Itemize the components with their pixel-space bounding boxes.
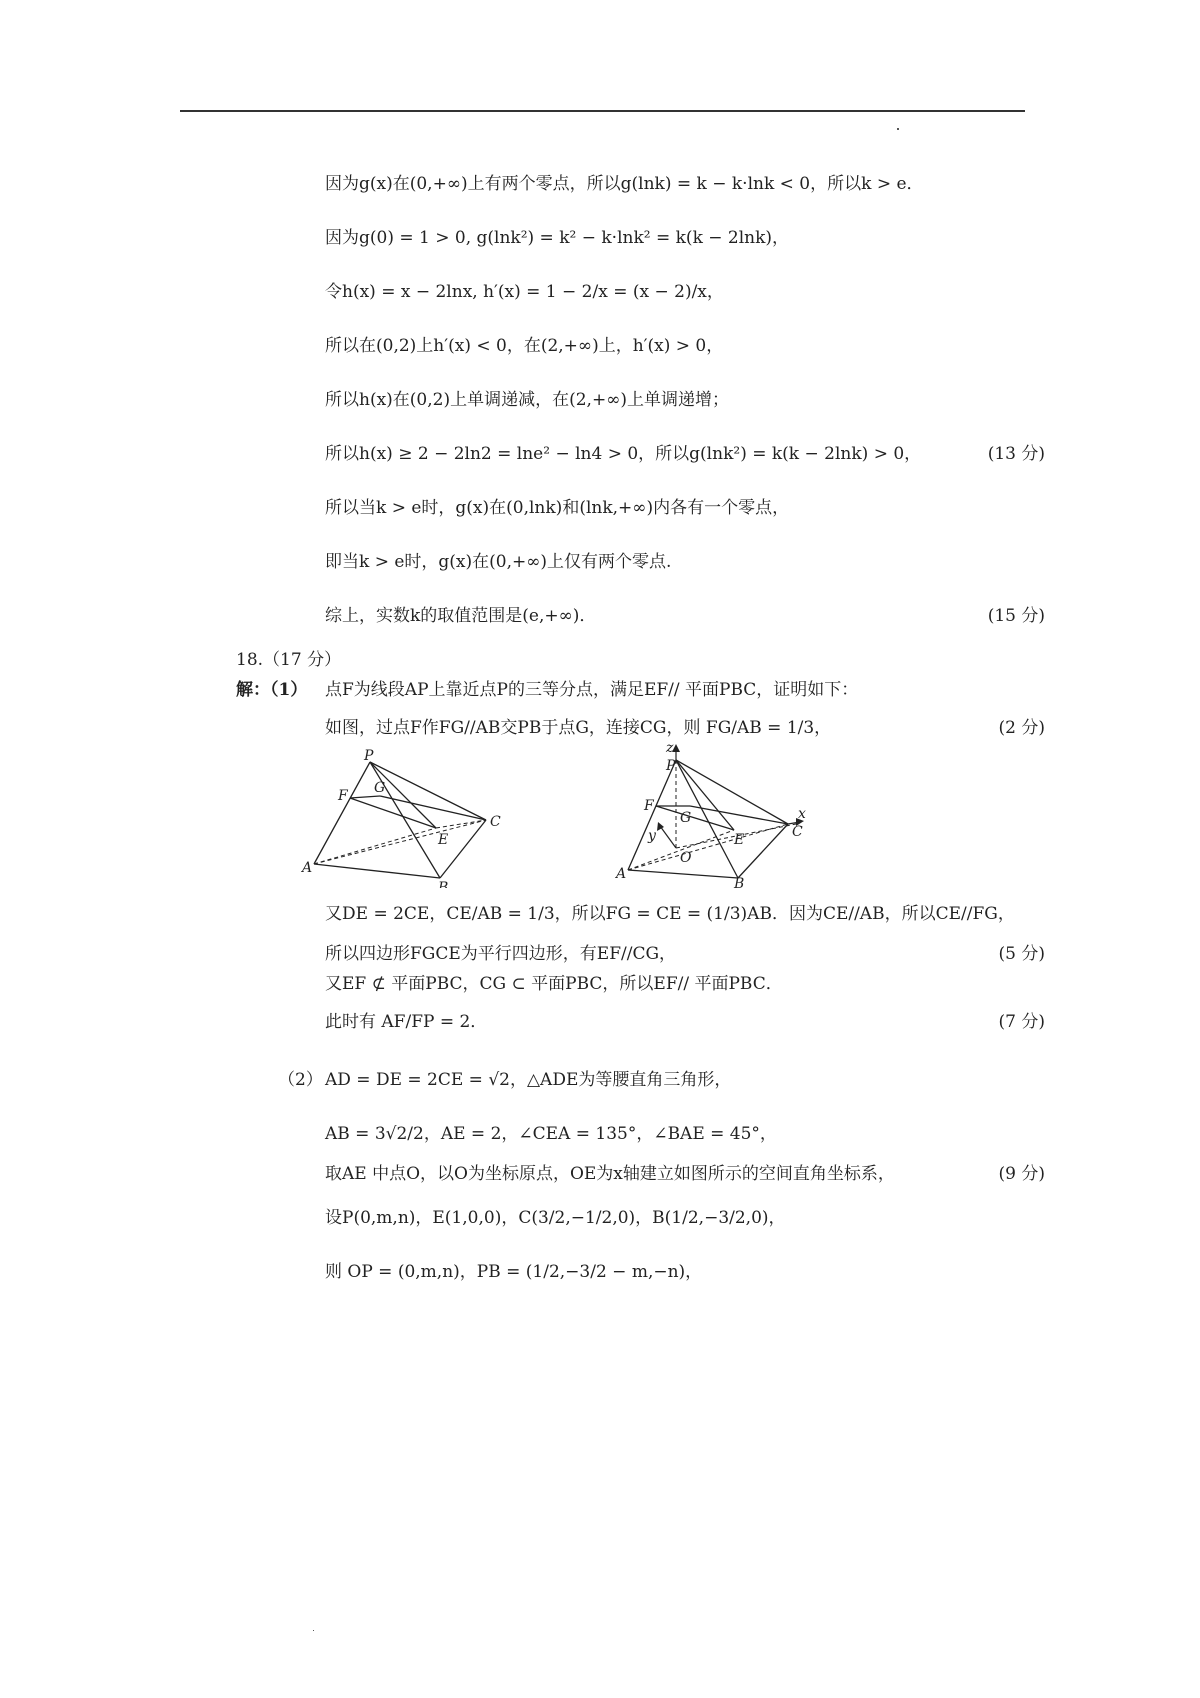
header-rule [180,110,1025,112]
text-line: 综上，实数k的取值范围是(e,+∞)． [325,606,597,626]
fig-label: P [666,758,676,774]
text-line: 如图，过点F作FG//AB交PB于点G，连接CG，则 FG/AB = 1/3， [325,718,832,738]
fig-label: A [616,866,627,882]
speck [897,128,899,130]
text-line: 点F为线段AP上靠近点P的三等分点，满足EF// 平面PBC，证明如下： [325,680,859,700]
text-line: 又DE = 2CE，CE/AB = 1/3，所以FG = CE = (1/3)AB．因为CE//AB，所以CE//FG， [325,904,1015,924]
text-line: 所以在(0,2)上h′(x) < 0，在(2,+∞)上，h′(x) > 0， [325,336,724,356]
text-line: 所以h(x) ≥ 2 − 2ln2 = lne² − ln4 > 0，所以g(lnk²) = k(k − 2lnk) > 0， [325,444,922,464]
score-mark: (9 分) [998,1164,1045,1184]
fig-label: y [648,828,656,844]
text-line: 则 OP = (0,m,n)，PB = (1/2,−3/2 − m,−n)， [325,1262,703,1282]
text-line: 即当k > e时，g(x)在(0,+∞)上仅有两个零点. [325,552,672,572]
text-line: 取AE 中点O，以O为坐标原点，OE为x轴建立如图所示的空间直角坐标系， [325,1164,895,1184]
pyramid-figure-right [610,740,830,888]
text-line: 此时有 AF/FP = 2． [325,1012,488,1032]
fig-label: P [364,748,374,764]
text-line: 令h(x) = x − 2lnx, h′(x) = 1 − 2/x = (x − 2)/x， [325,282,724,302]
fig-label: O [680,850,692,866]
text-line: 又EF ⊄ 平面PBC，CG ⊂ 平面PBC，所以EF// 平面PBC． [325,974,783,994]
score-mark: (7 分) [998,1012,1045,1032]
fig-label: x [798,806,806,822]
text-line: 所以当k > e时，g(x)在(0,lnk)和(lnk,+∞)内各有一个零点， [325,498,790,518]
score-mark: (5 分) [998,944,1045,964]
fig-label: C [792,824,803,840]
fig-label: F [644,798,654,814]
fig-label: B [438,880,449,888]
text-line: 因为g(0) = 1 > 0, g(lnk²) = k² − k·lnk² = k(k − 2lnk)， [325,228,790,248]
fig-label: z [666,740,674,756]
speck [313,1630,314,1631]
fig-label: F [338,788,348,804]
fig-label: E [734,832,745,848]
text-line: AB = 3√2/2，AE = 2，∠CEA = 135°，∠BAE = 45°， [325,1124,777,1144]
text-line: AD = DE = 2CE = √2，△ADE为等腰直角三角形， [325,1070,732,1090]
text-line: 设P(0,m,n)，E(1,0,0)，C(3/2,−1/2,0)，B(1/2,−3/2,0)， [325,1208,786,1228]
part-label: （2） [278,1070,323,1090]
fig-label: C [490,814,501,830]
fig-label: G [680,810,692,826]
text-line: 所以h(x)在(0,2)上单调递减，在(2,+∞)上单调递增； [325,390,729,410]
fig-label: A [302,860,313,876]
text-line: 因为g(x)在(0,+∞)上有两个零点，所以g(lnk) = k − k·lnk < 0，所以k > e． [325,174,924,194]
score-mark: (13 分) [987,444,1045,464]
solution-label: 解：（1） [236,680,308,700]
score-mark: (15 分) [987,606,1045,626]
fig-label: B [734,876,745,888]
fig-label: G [374,780,386,796]
question-header: 18.（17 分） [236,650,342,670]
score-mark: (2 分) [998,718,1045,738]
text-line: 所以四边形FGCE为平行四边形，有EF//CG， [325,944,677,964]
fig-label: E [438,832,449,848]
pyramid-figure-left [300,748,520,888]
